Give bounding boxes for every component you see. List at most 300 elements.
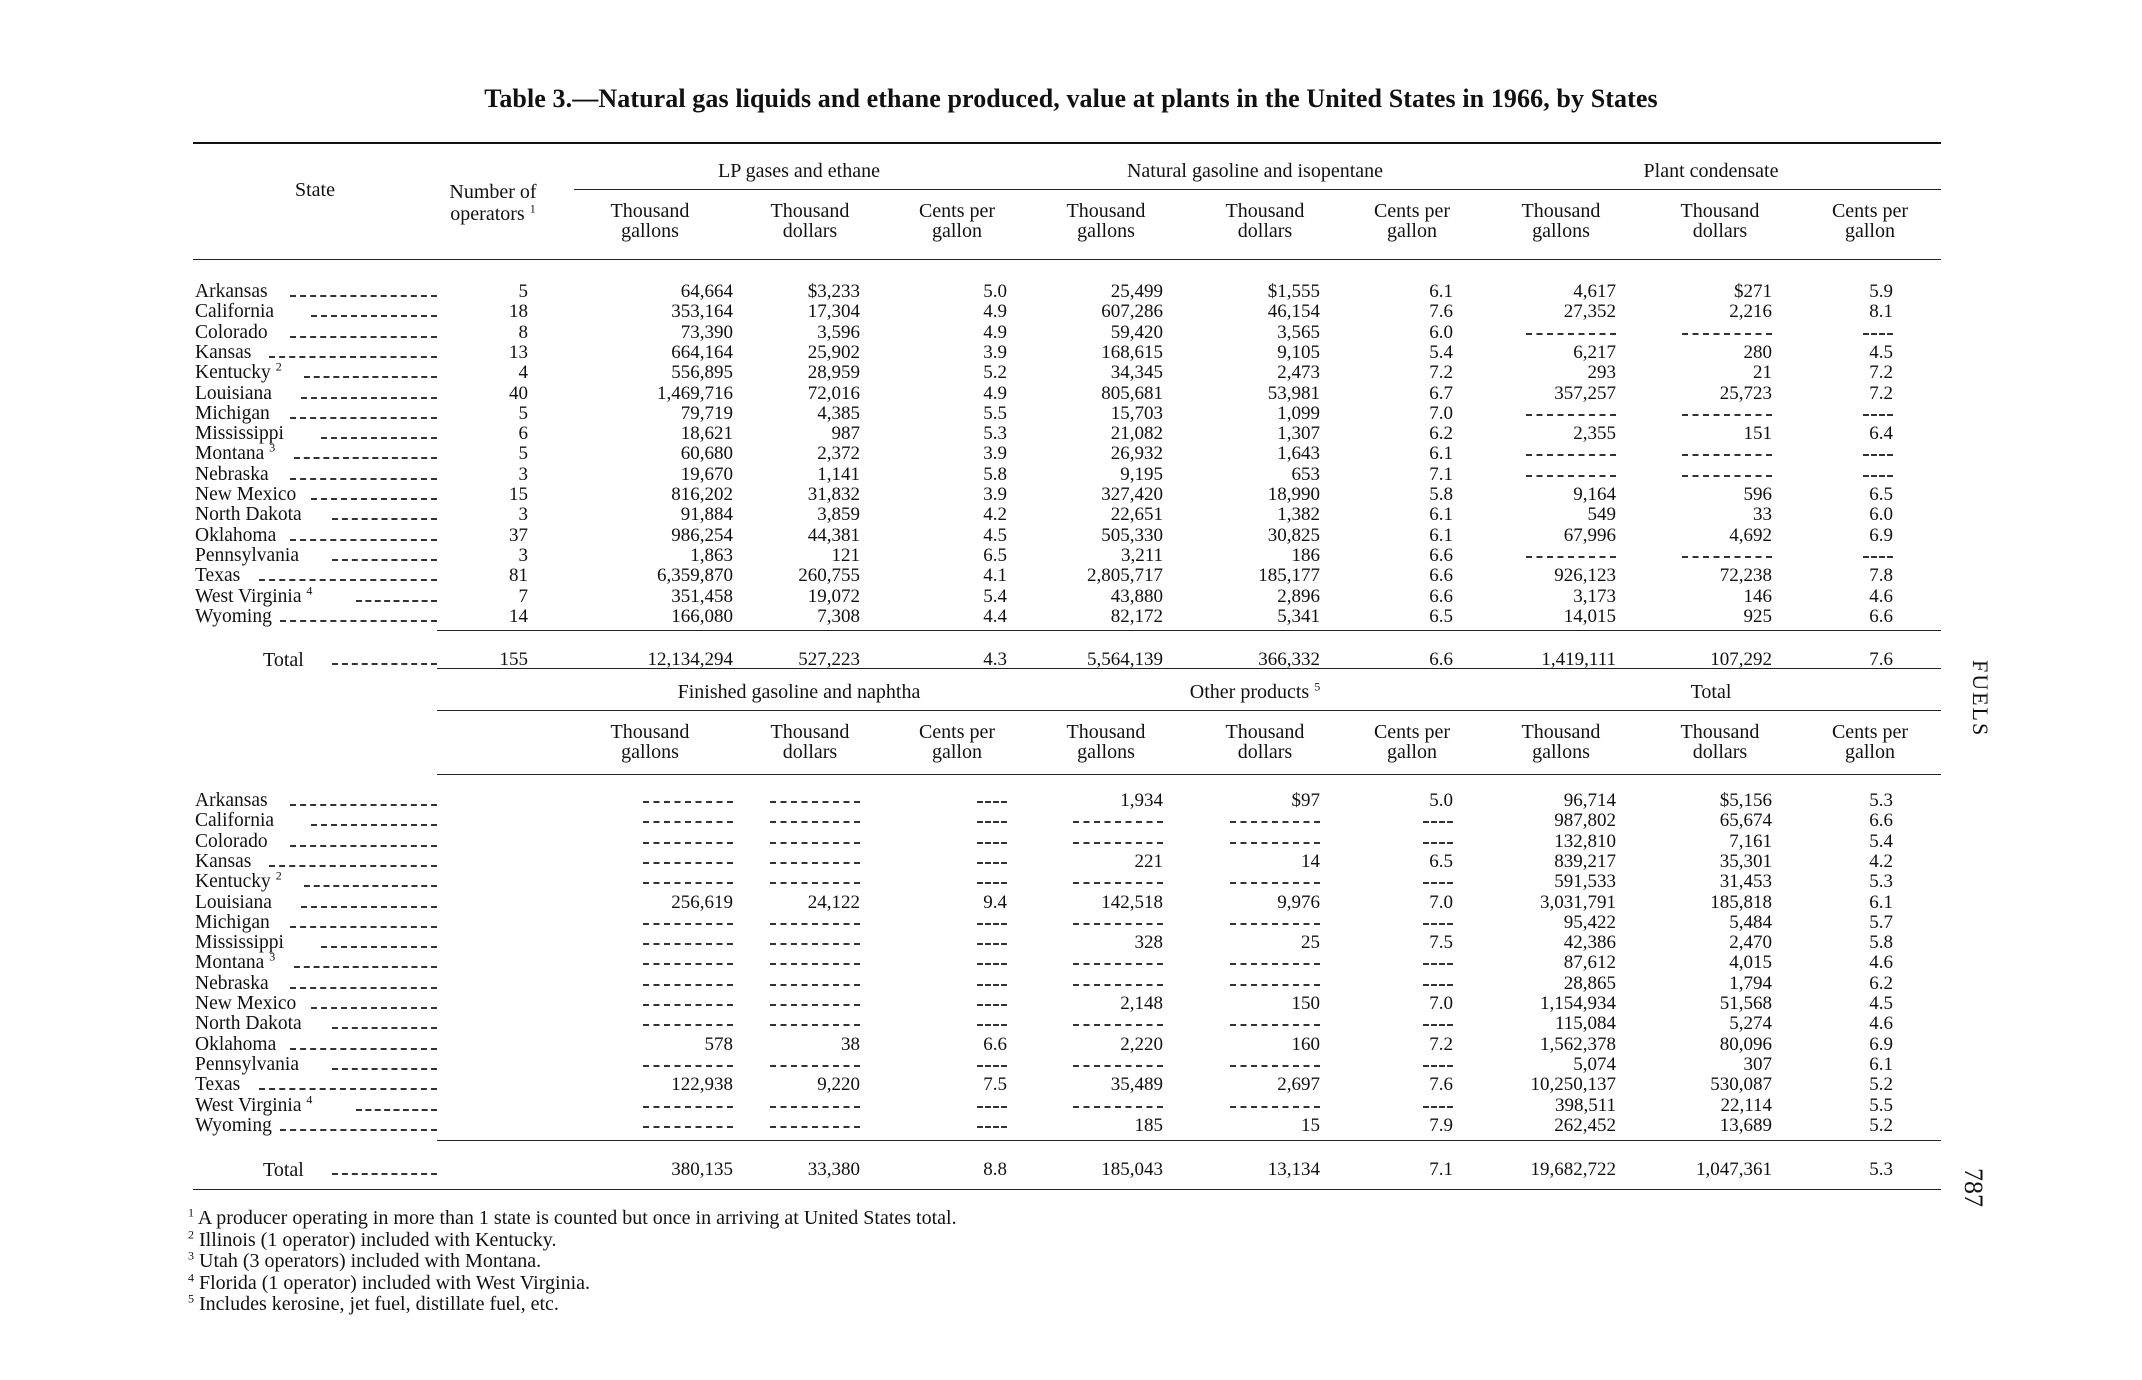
state-name: Montana $^3$ [195, 949, 276, 974]
data-cell: 115,084 [1554, 1013, 1616, 1035]
data-cell: 25,499 [1110, 281, 1163, 302]
data-cell: 7,308 [817, 605, 860, 627]
data-cell: 578 [704, 1033, 733, 1055]
data-cell: 5.8 [1869, 932, 1893, 954]
empty-cell-dash [770, 984, 860, 986]
subheader-line1: Cents per [1373, 721, 1451, 743]
footnote [188, 1250, 541, 1272]
empty-cell-dash [643, 1106, 733, 1108]
footnote-mark: 4 [188, 1269, 194, 1284]
operators-footnote-mark: 1 [529, 201, 536, 216]
data-cell: 185,818 [1710, 891, 1772, 913]
other-footnote-mark: 5 [1314, 679, 1321, 694]
top-subheader [1190, 201, 1340, 241]
empty-cell-dash [770, 1126, 860, 1128]
state-name: Arkansas [195, 281, 268, 302]
data-cell: 3,173 [1573, 585, 1616, 607]
group-header-other [1030, 679, 1480, 703]
data-cell: 6.5 [983, 544, 1007, 566]
leader-dots [290, 926, 437, 928]
subheader-line2: dollars [782, 741, 838, 763]
data-cell: 6.2 [1869, 972, 1893, 994]
empty-cell-dash [977, 1024, 1007, 1026]
data-cell: 25,723 [1719, 382, 1772, 404]
data-cell: 35,489 [1110, 1074, 1163, 1096]
data-cell: 10,250,137 [1530, 1074, 1616, 1096]
data-cell: 4.5 [1869, 993, 1893, 1014]
leader-dots [290, 336, 437, 338]
data-cell: 5.4 [1869, 830, 1893, 852]
leader-dots [294, 966, 437, 968]
data-cell: 1,643 [1277, 443, 1320, 465]
data-cell: 5,341 [1277, 605, 1320, 627]
data-cell: 22,651 [1110, 504, 1163, 526]
empty-cell-dash [977, 1065, 1007, 1067]
empty-cell-dash [770, 821, 860, 823]
data-cell: 549 [1587, 504, 1616, 526]
empty-cell-dash [977, 963, 1007, 965]
subheader-line1: Thousand [1066, 200, 1146, 222]
data-cell: 4,015 [1729, 952, 1772, 974]
data-cell: 34,345 [1110, 362, 1163, 384]
data-cell: 8.1 [1869, 301, 1893, 323]
data-cell: 186 [1291, 544, 1320, 566]
data-cell: 1,099 [1277, 402, 1320, 424]
state-name: California [195, 301, 275, 323]
subheader-line2: gallons [1532, 220, 1590, 242]
empty-cell-dash [1526, 454, 1616, 456]
operators-count: 15 [509, 484, 528, 505]
operators-count: 3 [518, 544, 528, 566]
state-name: Pennsylvania [195, 1053, 299, 1075]
data-cell: 7.2 [1429, 1033, 1453, 1055]
leader-dots [301, 397, 437, 399]
data-cell: 25,902 [807, 341, 860, 363]
data-cell: 22,114 [1720, 1094, 1772, 1116]
footnote-text: A producer operating in more than 1 state is counted but once in arriving at United States total. [197, 1207, 957, 1229]
data-cell: 17,304 [807, 301, 860, 323]
total-cell: 527,223 [798, 649, 860, 670]
data-cell: 51,568 [1719, 993, 1772, 1014]
state-name: West Virginia $^4$ [195, 1092, 313, 1116]
total-cell: 5,564,139 [1087, 649, 1163, 670]
subheader-line1: Thousand [770, 721, 850, 743]
empty-cell-dash [1230, 882, 1320, 884]
footnote-mark: 1 [188, 1205, 194, 1220]
data-cell: 5.5 [983, 402, 1007, 424]
data-cell: 256,619 [671, 891, 733, 913]
empty-cell-dash [643, 963, 733, 965]
leader-dots [290, 987, 437, 989]
state-footnote-mark: 2 [275, 359, 282, 374]
subheader-line2: gallons [1077, 220, 1135, 242]
leader-dots [290, 295, 437, 297]
subheader-line1: Cents per [1831, 200, 1909, 222]
data-cell: 5,274 [1729, 1013, 1772, 1035]
total-cell: 1,419,111 [1541, 649, 1616, 670]
data-cell: 6.6 [1869, 810, 1893, 832]
empty-cell-dash [643, 1126, 733, 1128]
subheader-line2: dollars [1692, 741, 1748, 763]
state-footnote-mark: 3 [269, 440, 276, 455]
data-cell: 926,123 [1554, 565, 1616, 587]
total-cell: 12,134,294 [647, 649, 733, 670]
leader-dots [290, 539, 437, 541]
state-name: Pennsylvania [195, 544, 299, 566]
empty-cell-dash [1682, 333, 1772, 335]
data-cell: 5.3 [1869, 871, 1893, 893]
data-cell: 5.3 [983, 423, 1007, 445]
data-cell: 816,202 [671, 484, 733, 505]
data-cell: 42,386 [1563, 932, 1616, 954]
data-cell: 530,087 [1710, 1074, 1772, 1096]
data-cell: 7.6 [1429, 1074, 1453, 1096]
page-number: 787 [1959, 1168, 1988, 1207]
data-cell: 21,082 [1110, 423, 1163, 445]
empty-cell-dash [1230, 1024, 1320, 1026]
empty-cell-dash [643, 984, 733, 986]
data-cell: 4.9 [983, 321, 1007, 343]
data-cell: 357,257 [1554, 382, 1616, 404]
total-label: Total [263, 649, 304, 671]
leader-dots [332, 663, 437, 665]
data-cell: 607,286 [1101, 301, 1163, 323]
subheader-line1: Thousand [1521, 721, 1601, 743]
operators-count: 6 [518, 423, 528, 445]
data-cell: $97 [1291, 790, 1320, 811]
header-bottom-rule [193, 259, 1941, 260]
data-cell: 38 [841, 1033, 860, 1055]
data-cell: 28,959 [807, 362, 860, 384]
other-products-label: Other products [1189, 681, 1310, 703]
subheader-line1: Thousand [1680, 721, 1760, 743]
data-cell: 4.4 [983, 605, 1007, 627]
state-name: Nebraska [195, 972, 269, 994]
footnote-text: Utah (3 operators) included with Montana. [199, 1250, 542, 1272]
state-name: Texas [195, 565, 241, 587]
state-name: Mississippi [195, 423, 284, 445]
operators-count: 4 [518, 362, 528, 384]
leader-dots [311, 315, 437, 317]
data-cell: 925 [1743, 605, 1772, 627]
operators-count: 81 [509, 565, 528, 587]
operators-count: 5 [518, 402, 528, 424]
subheader-line2: gallon [932, 741, 982, 763]
data-cell: 79,719 [680, 402, 733, 424]
empty-cell-dash [643, 801, 733, 803]
footnote-mark: 3 [188, 1248, 194, 1263]
data-cell: 260,755 [798, 565, 860, 587]
empty-cell-dash [770, 882, 860, 884]
data-cell: 46,154 [1267, 301, 1320, 323]
data-cell: 6.2 [1429, 423, 1453, 445]
data-cell: 2,220 [1120, 1033, 1163, 1055]
operators-count: 40 [509, 382, 528, 404]
data-cell: 351,458 [671, 585, 733, 607]
leader-dots [321, 437, 437, 439]
data-cell: 3,211 [1120, 544, 1163, 566]
data-cell: 4,617 [1573, 281, 1616, 302]
data-cell: 6.0 [1869, 504, 1893, 526]
empty-cell-dash [643, 862, 733, 864]
leader-dots [304, 376, 437, 378]
data-cell: 142,518 [1101, 891, 1163, 913]
data-cell: 6.5 [1429, 605, 1453, 627]
data-cell: 6.5 [1429, 850, 1453, 872]
empty-cell-dash [1073, 842, 1163, 844]
state-name: Oklahoma [195, 524, 277, 546]
data-cell: 7.2 [1869, 362, 1893, 384]
empty-cell-dash [1073, 984, 1163, 986]
data-cell: $1,555 [1267, 281, 1320, 302]
data-cell: 591,533 [1554, 871, 1616, 893]
data-cell: 9,976 [1277, 891, 1320, 913]
data-cell: 7,161 [1729, 830, 1772, 852]
empty-cell-dash [1073, 1106, 1163, 1108]
leader-dots [294, 457, 437, 459]
leader-dots [356, 600, 437, 602]
empty-cell-dash [1073, 1024, 1163, 1026]
leader-dots [280, 620, 437, 622]
bottom-subheader [735, 722, 885, 762]
data-cell: 18,990 [1267, 484, 1320, 505]
subheader-line2: gallon [932, 220, 982, 242]
empty-cell-dash [977, 1106, 1007, 1108]
bottom-subheader [575, 722, 725, 762]
footnote-text: Includes kerosine, jet fuel, distillate fuel, etc. [199, 1293, 559, 1315]
data-cell: 1,562,378 [1540, 1033, 1616, 1055]
state-name: Michigan [195, 911, 270, 933]
data-cell: 35,301 [1719, 850, 1772, 872]
state-name: New Mexico [195, 484, 297, 505]
subheader-line2: dollars [1237, 741, 1293, 763]
state-name: West Virginia $^4$ [195, 583, 313, 607]
empty-cell-dash [1526, 414, 1616, 416]
data-cell: 60,680 [680, 443, 733, 465]
top-subheader [1486, 201, 1636, 241]
data-cell: 21 [1753, 362, 1772, 384]
leader-dots [321, 946, 437, 948]
data-cell: 4.2 [983, 504, 1007, 526]
state-name: Kentucky $^2$ [195, 359, 282, 384]
data-cell: 7.2 [1869, 382, 1893, 404]
operators-count: 13 [509, 341, 528, 363]
empty-cell-dash [1230, 923, 1320, 925]
leader-dots [280, 1129, 437, 1131]
data-cell: 328 [1134, 932, 1163, 954]
data-cell: 4,385 [817, 402, 860, 424]
data-cell: 6.1 [1429, 524, 1453, 546]
data-cell: 64,664 [680, 281, 733, 302]
subheader-line2: dollars [1237, 220, 1293, 242]
data-cell: 43,880 [1110, 585, 1163, 607]
empty-cell-dash [1230, 1065, 1320, 1067]
state-name: California [195, 810, 275, 832]
leader-dots [290, 417, 437, 419]
data-cell: 82,172 [1110, 605, 1163, 627]
data-cell: $271 [1734, 281, 1772, 302]
data-cell: 27,352 [1563, 301, 1616, 323]
data-cell: 44,381 [807, 524, 860, 546]
data-cell: 4.1 [983, 565, 1007, 587]
empty-cell-dash [1682, 414, 1772, 416]
leader-dots [290, 845, 437, 847]
empty-cell-dash [977, 984, 1007, 986]
footnote [188, 1226, 557, 1251]
subheader-line1: Thousand [1680, 200, 1760, 222]
empty-cell-dash [1230, 821, 1320, 823]
empty-cell-dash [1230, 842, 1320, 844]
data-cell: 5.2 [1869, 1114, 1893, 1136]
subheader-line2: gallons [621, 220, 679, 242]
data-cell: 9,195 [1120, 463, 1163, 485]
data-cell: 67,996 [1563, 524, 1616, 546]
data-cell: 87,612 [1563, 952, 1616, 974]
empty-cell-dash [770, 862, 860, 864]
operators-count: 37 [509, 524, 528, 546]
data-cell: 3,565 [1277, 321, 1320, 343]
operators-count: 14 [509, 605, 528, 627]
data-cell: 4.9 [983, 301, 1007, 323]
total-cell: 380,135 [671, 1159, 733, 1180]
data-cell: 7.5 [1429, 932, 1453, 954]
state-name: Kansas [195, 850, 252, 872]
data-cell: 6.9 [1869, 524, 1893, 546]
data-cell: 14 [1301, 850, 1320, 872]
state-name: Kentucky $^2$ [195, 868, 282, 893]
data-cell: 6.9 [1869, 1033, 1893, 1055]
data-cell: 986,254 [671, 524, 733, 546]
state-header: State [295, 179, 335, 201]
subheader-line2: gallons [1077, 741, 1135, 763]
total-label: Total [263, 1159, 304, 1181]
empty-cell-dash [643, 1024, 733, 1026]
empty-cell-dash [1073, 821, 1163, 823]
data-cell: 31,832 [807, 484, 860, 505]
data-cell: 505,330 [1101, 524, 1163, 546]
empty-cell-dash [1526, 475, 1616, 477]
total-cell: 19,682,722 [1530, 1159, 1616, 1180]
empty-cell-dash [1073, 1065, 1163, 1067]
data-cell: 185 [1134, 1114, 1163, 1136]
data-cell: 280 [1743, 341, 1772, 363]
table-title: Table 3.—Natural gas liquids and ethane produced, value at plants in the United States in 1966, by States [484, 84, 1658, 113]
data-cell: 2,470 [1729, 932, 1772, 954]
subheader-line1: Thousand [610, 721, 690, 743]
data-cell: 7.1 [1429, 463, 1453, 485]
state-name: Louisiana [195, 382, 272, 404]
empty-cell-dash [770, 1106, 860, 1108]
data-cell: 6.6 [1429, 544, 1453, 566]
empty-cell-dash [1230, 984, 1320, 986]
data-cell: 6.1 [1429, 504, 1453, 526]
state-name: Colorado [195, 321, 268, 343]
state-name: Wyoming [195, 605, 272, 627]
data-cell: 4,692 [1729, 524, 1772, 546]
data-cell: 6.1 [1869, 891, 1893, 913]
empty-cell-dash [643, 821, 733, 823]
data-cell: 5.5 [1869, 1094, 1893, 1116]
state-name: Texas [195, 1074, 241, 1096]
data-cell: 65,674 [1719, 810, 1772, 832]
data-cell: 25 [1301, 932, 1320, 954]
data-cell: 556,895 [671, 362, 733, 384]
data-cell: 122,938 [671, 1074, 733, 1096]
total-cell: 1,047,361 [1696, 1159, 1772, 1180]
data-cell: 26,932 [1110, 443, 1163, 465]
leader-dots [290, 804, 437, 806]
operators-count: 8 [518, 321, 528, 343]
state-name: Oklahoma [195, 1033, 277, 1055]
top-subheader [1031, 201, 1181, 241]
data-cell: 3,859 [817, 504, 860, 526]
subheader-line1: Thousand [1225, 200, 1305, 222]
group-header-condensate: Plant condensate [1643, 160, 1779, 182]
state-name: North Dakota [195, 504, 302, 526]
empty-cell-dash [977, 842, 1007, 844]
state-name: Arkansas [195, 790, 268, 811]
data-cell: 1,141 [817, 463, 860, 485]
data-cell: 262,452 [1554, 1114, 1616, 1136]
empty-cell-dash [977, 882, 1007, 884]
group-rule-bottom [437, 710, 1941, 711]
state-name: Mississippi [195, 932, 284, 954]
leader-dots [311, 1007, 437, 1009]
data-cell: 839,217 [1554, 850, 1616, 872]
data-cell: 6.1 [1869, 1053, 1893, 1075]
empty-cell-dash [643, 1065, 733, 1067]
top-subheader [575, 201, 725, 241]
data-cell: 7.5 [983, 1074, 1007, 1096]
bottom-subheader [1795, 722, 1945, 762]
data-cell: 7.9 [1429, 1114, 1453, 1136]
data-cell: 307 [1743, 1053, 1772, 1075]
leader-dots [259, 579, 437, 581]
state-name: Wyoming [195, 1114, 272, 1136]
leader-dots [332, 1173, 437, 1175]
leader-dots [290, 478, 437, 480]
data-cell: 9,164 [1573, 484, 1616, 505]
empty-cell-dash [977, 821, 1007, 823]
subheader-line1: Cents per [918, 721, 996, 743]
bottom-subheader [882, 722, 1032, 762]
empty-cell-dash [770, 1004, 860, 1006]
footnote-text: Illinois (1 operator) included with Kentucky. [199, 1228, 557, 1251]
data-cell: 1,863 [690, 544, 733, 566]
total-operators: 155 [499, 649, 528, 670]
data-cell: 2,697 [1277, 1074, 1320, 1096]
data-cell: 6.4 [1869, 423, 1893, 445]
data-cell: 327,420 [1101, 484, 1163, 505]
total-cell: 8.8 [983, 1159, 1007, 1180]
data-cell: 1,307 [1277, 423, 1320, 445]
empty-cell-dash [1682, 556, 1772, 558]
subheader-line2: gallon [1387, 220, 1437, 242]
data-cell: 59,420 [1110, 321, 1163, 343]
operators-count: 18 [509, 301, 528, 323]
bottom-subheader [1645, 722, 1795, 762]
side-label: FUELS [1968, 660, 1993, 738]
data-cell: 3,596 [817, 321, 860, 343]
subheader-line1: Thousand [610, 200, 690, 222]
data-cell: 7.0 [1429, 402, 1453, 424]
operators-header-line1: Number of [449, 181, 537, 203]
data-cell: 1,469,716 [657, 382, 733, 404]
subheader-line2: dollars [782, 220, 838, 242]
leader-dots [332, 559, 437, 561]
empty-cell-dash [643, 842, 733, 844]
footnote [188, 1207, 957, 1229]
